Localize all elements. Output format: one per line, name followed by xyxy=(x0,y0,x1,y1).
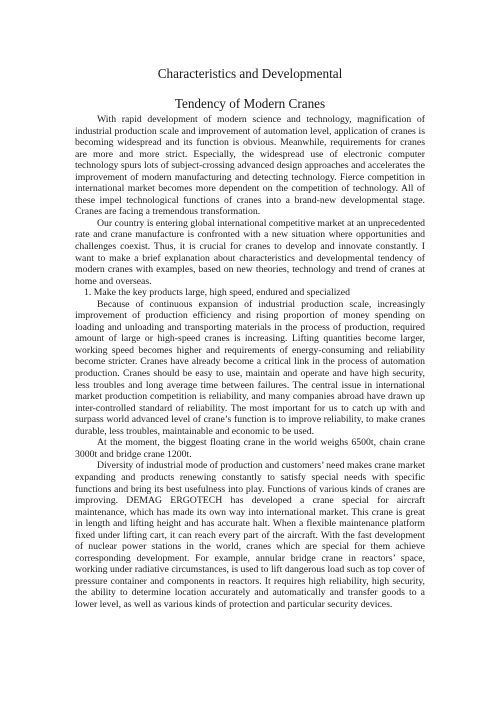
document-body xyxy=(75,114,425,611)
section-heading-1: 1. Make the key products large, high speed, endured and specialized xyxy=(84,287,350,299)
paragraph-biggest-cranes: At the moment, the biggest floating crane in the world weighs 6500t, chain crane 3000t and bridge crane 1200t. xyxy=(75,437,425,460)
paragraph-intro: With rapid development of modern science and technology, magnification of industrial production scale and improvement of automation level, application of cranes is becoming widespread and its function is obvious. Meanwhile, requirements for cranes are more and more strict. Especially, the widespread use of electronic computer technology spurs lots of subject-crossing advanced design approaches and accelerates the improvement of modern manufacturing and detecting technology. Fierce competition in international market becomes more dependent on the competition of technology. All of these impel technological functions of cranes into a brand-new developmental stage. Cranes are facing a tremendous transformation. xyxy=(75,114,425,218)
paragraph-reliability: Because of continuous expansion of industrial production scale, increasingly improvement of production efficiency and rising proportion of money spending on loading and unloading and transporting materials in the process of production, required amount of large or high-speed cranes is increasing. Lifting quantities become larger, working speed becomes higher and requirements of energy-consuming and reliability become stricter. Cranes have already become a critical link in the process of automation production. Cranes should be easy to use, maintain and operate and have high security, less troubles and long average time between failures. The central issue in international market production competition is reliability, and many companies abroad have drawn up inter-controlled standard of reliability. The most important for us to catch up with and surpass world advanced level of crane’s function is to improve reliability, to make cranes durable, less troubles, maintainable and economic to be used. xyxy=(75,298,425,437)
title-line-2: Tendency of Modern Cranes xyxy=(174,96,326,111)
paragraph-context: Our country is entering global international competitive market at an unprecedented rate and crane manufacture is confronted with a new situation where opportunities and challenges coexist. Thus, it is crucial for cranes to develop and innovate constantly. I want to make a brief explanation about characteristics and developmental tendency of modern cranes with examples, based on new theories, technology and trend of cranes at home and overseas. xyxy=(75,217,425,287)
paragraph-diversity: Diversity of industrial mode of production and customers’ need makes crane market expanding and products renewing constantly to satisfy special needs with specific functions and bring its best usefulness into play. Functions of various kinds of cranes are improving. DEMAG ERGOTECH has developed a crane special for aircraft maintenance, which has made its own way into international market. This crane is great in length and lifting height and has accurate halt. When a flexible maintenance platform fixed under lifting cart, it can reach every part of the aircraft. With the fast development of nuclear power stations in the world, cranes which are special for them achieve corresponding development. For example, annular bridge crane in reactors’ space, working under radiative circumstances, is used to lift dangerous load such as top cover of pressure container and components in reactors. It requires high reliability, high security, the ability to determine location accurately and automatically and transfer goods to a lower level, as well as various kinds of protection and particular security devices. xyxy=(75,460,425,610)
title-line-1: Characteristics and Developmental xyxy=(157,66,343,81)
